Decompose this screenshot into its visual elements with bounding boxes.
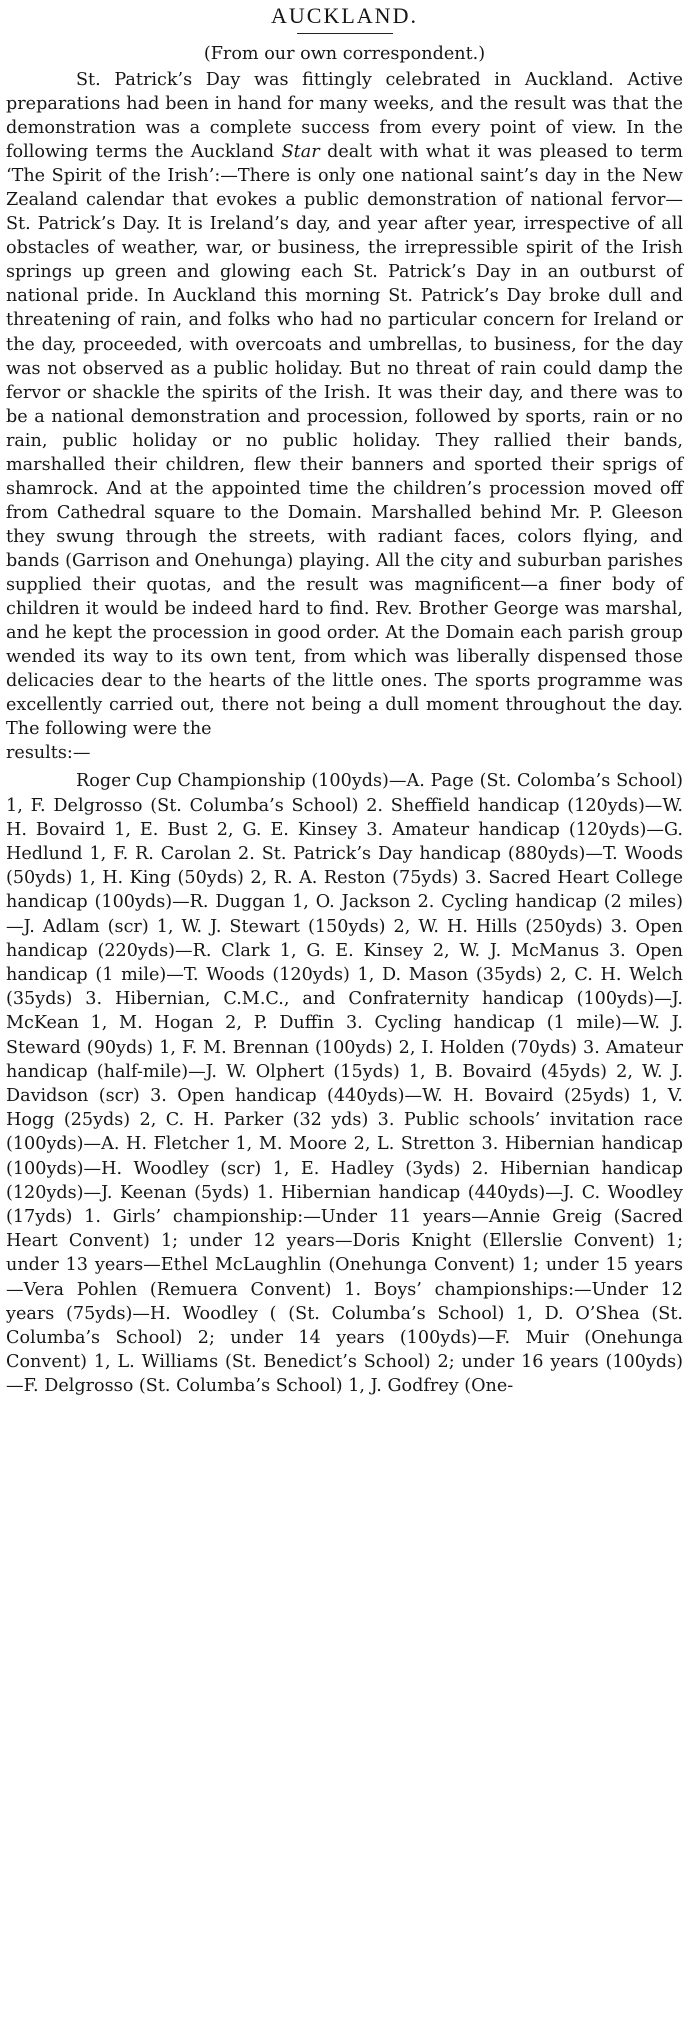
results-lead: results:—	[6, 743, 91, 764]
article-headline: AUCKLAND.	[271, 3, 418, 28]
article-paragraph	[6, 68, 683, 741]
paragraph-text-start: St. Patrick’s Day was fittingly celebrated in Auckland. Active preparations had been in hand for many weeks, and the result was that the demonstration was a complete success from every point of view. In the following terms the Auckland	[6, 70, 683, 163]
sports-results-paragraph: Roger Cup Championship (100yds)—A. Page (St. Colomba’s School) 1, F. Delgrosso (St. Columba’s School) 2. Sheffield handicap (120yds)—W. H. Bovaird 1, E. Bust 2, G. E. Kinsey 3. Amateur handicap (120yds)—G. Hedlund 1, F. R. Carolan 2. St. Patrick’s Day handicap (880yds)—T. Woods (50yds) 1, H. King (50yds) 2, R. A. Reston (75yds) 3. Sacred Heart College handicap (100yds)—R. Duggan 1, O. Jackson 2. Cycling handicap (2 miles)—J. Adlam (scr) 1, W. J. Stewart (150yds) 2, W. H. Hills (250yds) 3. Open handicap (220yds)—R. Clark 1, G. E. Kinsey 2, W. J. McManus 3. Open handicap (1 mile)—T. Woods (120yds) 1, D. Mason (35yds) 2, C. H. Welch (35yds) 3. Hibernian, C.M.C., and Confraternity handicap (100yds)—J. McKean 1, M. Hogan 2, P. Duffin 3. Cycling handicap (1 mile)—W. J. Steward (90yds) 1, F. M. Brennan (100yds) 2, I. Holden (70yds) 3. Amateur handicap (half-mile)—J. W. Olphert (15yds) 1, B. Bovaird (45yds) 2, W. J. Davidson (scr) 3. Open handicap (440yds)—W. H. Bovaird (25yds) 1, V. Hogg (25yds) 2, C. H. Parker (32 yds) 3. Public schools’ invitation race (100yds)—A. H. Fletcher 1, M. Moore 2, L. Stretton 3. Hibernian handicap (100yds)—H. Woodley (scr) 1, E. Hadley (3yds) 2. Hibernian handicap (120yds)—J. Keenan (5yds) 1. Hibernian handicap (440yds)—J. C. Woodley (17yds) 1. Girls’ championship:—Under 11 years—Annie Greig (Sacred Heart Convent) 1; under 12 years—Doris Knight (Ellerslie Convent) 1; under 13 years—Ethel McLaughlin (Onehunga Convent) 1; under 15 years—Vera Pohlen (Remuera Convent) 1. Boys’ championships:—Under 12 years (75yds)—H. Woodley ( (St. Columba’s School) 1, D. O’Shea (St. Columba’s School) 2; under 14 years (100yds)—F. Muir (Onehunga Convent) 1, L. Williams (St. Benedict’s School) 2; under 16 years (100yds)—F. Delgrosso (St. Columba’s School) 1, J. Godfrey (One-	[6, 771, 683, 1397]
newspaper-title-italic: Star	[281, 142, 320, 163]
headline-rule	[297, 33, 393, 34]
paragraph-text-end: dealt with what it was pleased to term ‘The Spirit of the Irish’:—There is only one national saint’s day in the New Zealand calendar that evokes a public demonstration of national fervor—St. Patrick’s Day. It is Ireland’s day, and year after year, irrespective of all obstacles of weather, war, or business, the irrepressible spirit of the Irish springs up green and glowing each St. Patrick’s Day in an outburst of national pride. In Auckland this morning St. Patrick’s Day broke dull and threatening of rain, and folks who had no particular concern for Ireland or the day, proceeded, with overcoats and umbrellas, to business, for the day was not observed as a public holiday. But no threat of rain could damp the fervor or shackle the spirits of the Irish. It was their day, and there was to be a national demonstration and procession, followed by sports, rain or no rain, public holiday or no public holiday. They rallied their bands, marshalled their children, flew their banners and sported their sprigs of shamrock. And at the appointed time the children’s procession moved off from Cathedral square to the Domain. Marshalled behind Mr. P. Gleeson they swung through the streets, with radiant faces, colors flying, and bands (Garrison and Onehunga) playing. All the city and suburban parishes supplied their quotas, and the result was magnificent—a finer body of children it would be indeed hard to find. Rev. Brother George was marshal, and he kept the procession in good order. At the Domain each parish group wended its way to its own tent, from which was liberally dispensed those delicacies dear to the hearts of the little ones. The sports programme was excellently carried out, there not being a dull moment throughout the day. The following were the	[6, 142, 683, 740]
article-byline: (From our own correspondent.)	[203, 44, 486, 64]
